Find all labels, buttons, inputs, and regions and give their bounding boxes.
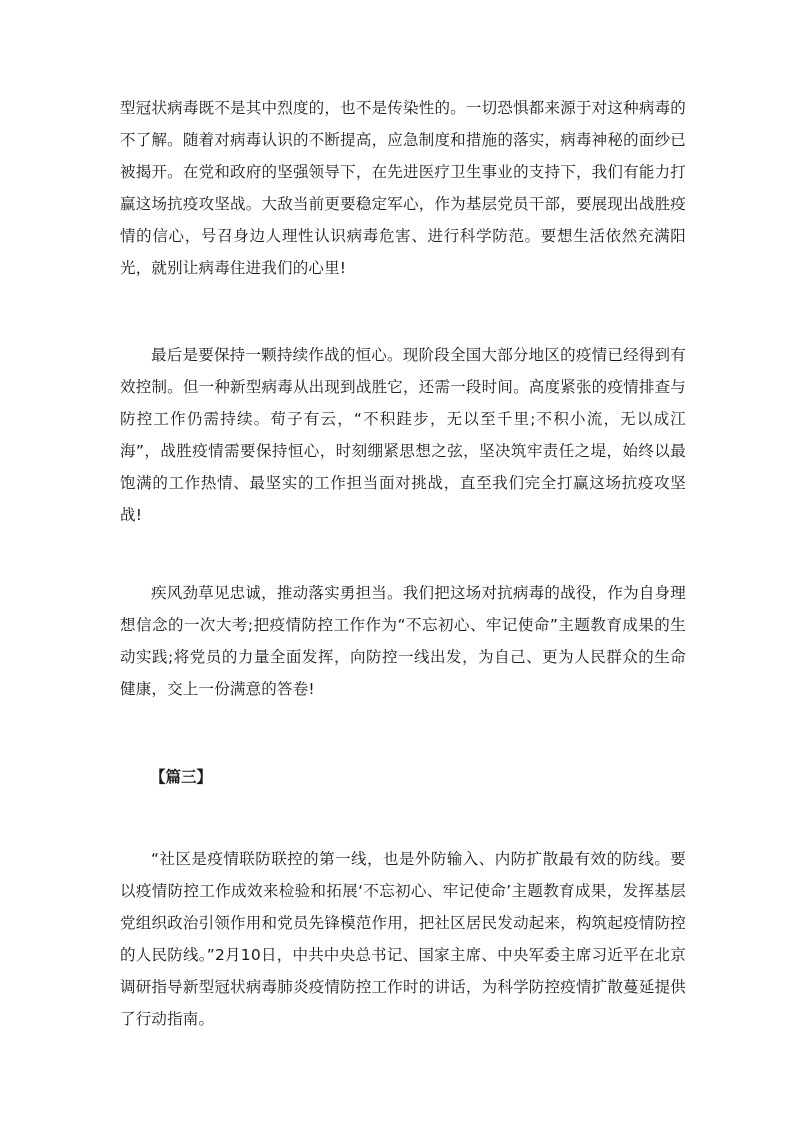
section-heading: 【篇三】 <box>150 768 213 786</box>
paragraph-1: 型冠状病毒既不是其中烈度的，也不是传染性的。一切恐惧都来源于对这种病毒的不了解。随着对病毒认识的不断提高，应急制度和措施的落实，病毒神秘的面纱已被揭开。在党和政府的坚强领导下，在先进医疗卫生事业的支持下，我们有能力打赢这场抗疫攻坚战。大敌当前更要稳定军心，作为基层党员干部，要展现出战胜疫情的信心，号召身边人理性认识病毒危害、进行科学防范。要想生活依然充满阳光，就别让病毒住进我们的心里! <box>120 99 686 277</box>
paragraph-3: 疾风劲草见忠诚，推动落实勇担当。我们把这场对抗病毒的战役，作为自身理想信念的一次大考;把疫情防控工作作为“不忘初心、牢记使命”主题教育成果的生动实践;将党员的力量全面发挥，向防控一线出发，为自己、更为人民群众的生命健康，交上一份满意的答卷! <box>120 584 686 698</box>
paragraph-4: “社区是疫情联防联控的第一线，也是外防输入、内防扩散最有效的防线。要以疫情防控工作成效来检验和拓展‘不忘初心、牢记使命’主题教育成果，发挥基层党组织政治引领作用和党员先锋模范作用，把社区居民发动起来，构筑起疫情防控的人民防线。”2月10日，中共中央总书记、国家主席、中央军委主席习近平在北京调研指导新型冠状病毒肺炎疫情防控工作时的讲话，为科学防控疫情扩散蔓延提供了行动指南。 <box>120 850 686 1028</box>
paragraph-2: 最后是要保持一颗持续作战的恒心。现阶段全国大部分地区的疫情已经得到有效控制。但一种新型病毒从出现到战胜它，还需一段时间。高度紧张的疫情排查与防控工作仍需持续。荀子有云，“不积跬步，无以至千里;不积小流，无以成江海”，战胜疫情需要保持恒心，时刻绷紧思想之弦，坚决筑牢责任之堤，始终以最饱满的工作热情、最坚实的工作担当面对挑战，直至我们完全打赢这场抗疫攻坚战! <box>120 346 686 524</box>
